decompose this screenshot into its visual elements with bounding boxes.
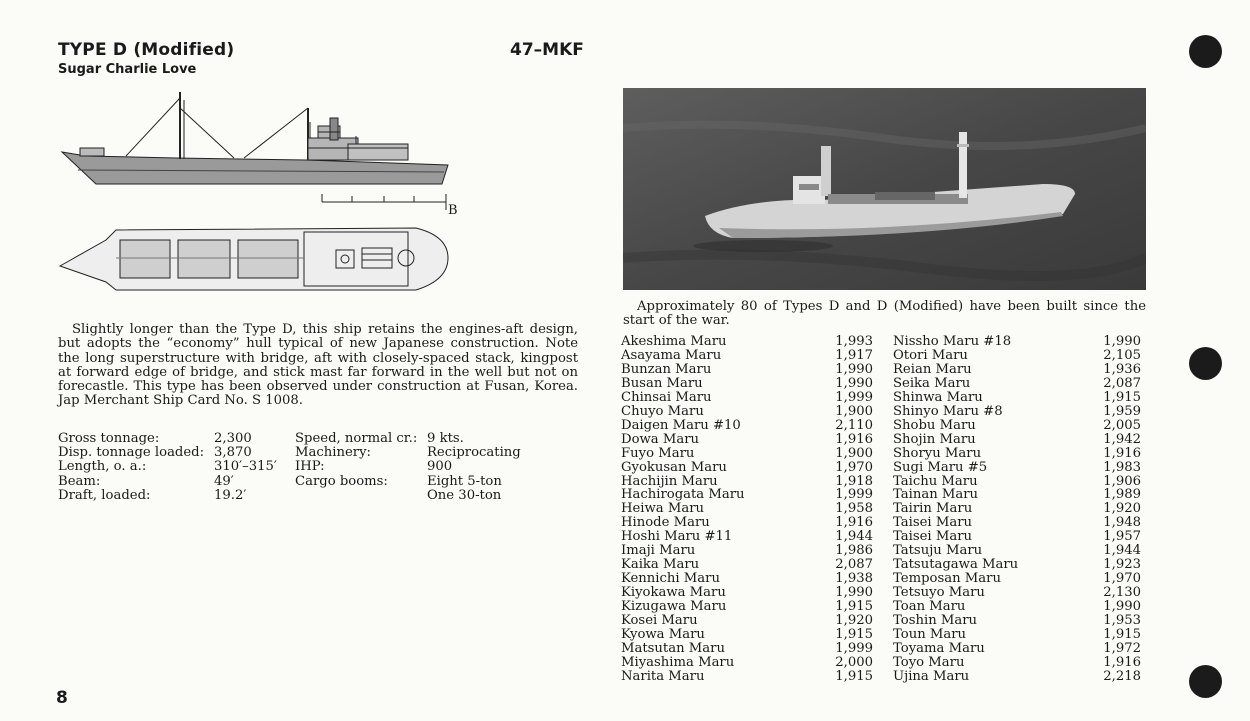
spec-value: Eight 5-ton	[427, 473, 502, 489]
ship-name: Shinyo Maru #8	[893, 403, 1003, 419]
binder-hole	[1189, 665, 1222, 698]
description: Slightly longer than the Type D, this ship retains the engines-aft design, but adopts the “economy” hull typical of new Japanese construction. Note the long superstructure with bridge, aft with closely-spaced stack, kingpost at forward edge of bridge, and stick mast far forward in the well but not on forecastle. This type has been observed under construction at Fusan, Korea. Jap Merchant Ship Card No. S 1008.	[58, 322, 578, 409]
ship-tons-col1	[820, 335, 873, 684]
ship-tonnage: 1,953	[1103, 613, 1141, 629]
ship-name: Hinode Maru	[621, 515, 710, 531]
ship-tonnage: 1,906	[1103, 473, 1141, 489]
ship-name: Tetsuyo Maru	[893, 585, 985, 601]
ship-name: Taisei Maru	[893, 529, 972, 545]
spec-value: 49′	[214, 473, 234, 489]
ship-name: Kiyokawa Maru	[621, 585, 726, 601]
ship-name: Ujina Maru	[893, 668, 970, 684]
spec-label: Cargo booms:	[295, 473, 388, 489]
ship-tonnage: 1,938	[835, 571, 873, 587]
ship-tonnage: 1,990	[835, 585, 873, 601]
ship-name: Miyashima Maru	[621, 654, 735, 670]
ship-tonnage: 1,990	[835, 361, 873, 377]
ship-photo	[623, 88, 1146, 290]
ship-name: Imaji Maru	[621, 543, 696, 559]
scale-label: B	[448, 203, 458, 218]
ship-name: Tairin Maru	[893, 501, 973, 517]
ship-tonnage: 1,944	[835, 529, 873, 545]
ship-name: Tatsutagawa Maru	[893, 557, 1019, 573]
ship-name: Temposan Maru	[893, 571, 1001, 587]
spec-labels-left	[58, 432, 204, 503]
ship-name: Narita Maru	[621, 668, 705, 684]
spec-label: IHP:	[295, 459, 325, 475]
ship-name: Heiwa Maru	[621, 501, 705, 517]
spec-value: 19.2′	[214, 487, 247, 503]
ship-tons-col2	[1088, 335, 1141, 684]
ship-name: Toun Maru	[893, 627, 967, 643]
ship-tonnage: 1,999	[835, 640, 873, 656]
spec-values-right	[427, 432, 521, 503]
spec-label: Speed, normal cr.:	[295, 431, 418, 446]
ship-tonnage: 1,959	[1103, 403, 1141, 419]
ship-names-col2	[893, 335, 1018, 684]
ship-name: Chuyo Maru	[621, 403, 704, 419]
ship-tonnage: 2,000	[835, 654, 873, 670]
ship-name: Taichu Maru	[893, 473, 978, 489]
spec-value: 9 kts.	[427, 431, 464, 446]
ship-name: Shinwa Maru	[893, 389, 983, 405]
ship-tonnage: 1,915	[835, 668, 873, 684]
ship-tonnage: 1,999	[835, 487, 873, 503]
plan-view	[60, 228, 448, 290]
ship-name: Tainan Maru	[893, 487, 979, 503]
ship-names-col1	[621, 335, 745, 684]
page-title: TYPE D (Modified)	[58, 40, 235, 60]
ship-tonnage: 1,920	[835, 613, 873, 629]
ship-name: Busan Maru	[621, 375, 703, 391]
ship-name: Kizugawa Maru	[621, 599, 727, 615]
ship-tonnage: 1,915	[835, 627, 873, 643]
ship-name: Sugi Maru #5	[893, 459, 988, 475]
ship-tonnage: 1,990	[1103, 334, 1141, 349]
ship-tonnage: 1,942	[1103, 431, 1141, 447]
ship-name: Hachirogata Maru	[621, 487, 745, 503]
ship-name: Hachijin Maru	[621, 473, 718, 489]
ship-name: Shoryu Maru	[893, 445, 982, 461]
ship-drawing	[56, 86, 456, 296]
ship-tonnage: 2,087	[835, 557, 873, 573]
ship-name: Kaika Maru	[621, 557, 700, 573]
ship-name: Matsutan Maru	[621, 640, 725, 656]
ship-name: Toan Maru	[893, 599, 966, 615]
ship-tonnage: 1,900	[835, 403, 873, 419]
ship-name: Reian Maru	[893, 361, 972, 377]
ship-tonnage: 1,972	[1103, 640, 1141, 656]
spec-value: Reciprocating	[427, 445, 521, 461]
spec-label: Disp. tonnage loaded:	[58, 445, 205, 461]
ship-tonnage: 1,923	[1103, 557, 1141, 573]
ship-tonnage: 2,130	[1103, 585, 1141, 601]
ship-name: Toyo Maru	[893, 654, 965, 670]
ship-tonnage: 1,917	[835, 347, 873, 363]
ship-tonnage: 2,110	[835, 417, 873, 433]
ship-name: Bunzan Maru	[621, 361, 712, 377]
ship-name: Akeshima Maru	[621, 334, 727, 349]
ship-tonnage: 1,993	[835, 334, 873, 349]
ship-tonnage: 1,957	[1103, 529, 1141, 545]
ship-name: Toyama Maru	[893, 640, 985, 656]
ship-name: Hoshi Maru #11	[621, 529, 733, 545]
spec-values-left	[214, 432, 277, 503]
ship-name: Kyowa Maru	[621, 627, 705, 643]
ship-tonnage: 1,986	[835, 543, 873, 559]
ship-tonnage: 2,087	[1103, 375, 1141, 391]
ship-tonnage: 1,916	[835, 515, 873, 531]
ship-name: Kosei Maru	[621, 613, 698, 629]
ship-tonnage: 1,990	[1103, 599, 1141, 615]
ship-tonnage: 1,916	[1103, 445, 1141, 461]
spec-label: Draft, loaded:	[58, 487, 151, 503]
ship-tonnage: 1,983	[1103, 459, 1141, 475]
ship-tonnage: 2,218	[1103, 668, 1141, 684]
ship-tonnage: 1,920	[1103, 501, 1141, 517]
scale-bar	[322, 194, 446, 210]
binder-hole	[1189, 347, 1222, 380]
ship-tonnage: 1,915	[1103, 389, 1141, 405]
ship-tonnage: 1,915	[1103, 627, 1141, 643]
spec-label: Gross tonnage:	[58, 431, 160, 446]
ship-name: Seika Maru	[893, 375, 971, 391]
ship-tonnage: 1,944	[1103, 543, 1141, 559]
spec-value: 900	[427, 459, 453, 475]
spec-label: Length, o. a.:	[58, 459, 147, 475]
profile-view	[62, 92, 448, 184]
ship-tonnage: 1,970	[835, 459, 873, 475]
ship-tonnage: 1,916	[835, 431, 873, 447]
ship-tonnage: 1,936	[1103, 361, 1141, 377]
spec-value: One 30-ton	[427, 487, 502, 503]
ship-name: Shobu Maru	[893, 417, 976, 433]
page-number: 8	[56, 688, 68, 708]
ship-tonnage: 1,999	[835, 389, 873, 405]
spec-value: 2,300	[214, 431, 252, 446]
ship-tonnage: 1,916	[1103, 654, 1141, 670]
photo-caption: Approximately 80 of Types D and D (Modified) have been built since the start of the war.	[623, 299, 1146, 328]
spec-label: Machinery:	[295, 445, 371, 461]
binder-hole	[1189, 35, 1222, 68]
ship-name: Otori Maru	[893, 347, 968, 363]
spec-value: 3,870	[214, 445, 252, 461]
ship-tonnage: 2,005	[1103, 417, 1141, 433]
ship-tonnage: 2,105	[1103, 347, 1141, 363]
ship-name: Nissho Maru #18	[893, 334, 1012, 349]
ship-tonnage: 1,900	[835, 445, 873, 461]
ship-tonnage: 1,958	[835, 501, 873, 517]
ship-name: Daigen Maru #10	[621, 417, 741, 433]
ship-name: Taisei Maru	[893, 515, 972, 531]
ship-name: Asayama Maru	[621, 347, 722, 363]
spec-labels-right	[295, 432, 417, 489]
ship-tonnage: 1,915	[835, 599, 873, 615]
ship-tonnage: 1,948	[1103, 515, 1141, 531]
ship-name: Chinsai Maru	[621, 389, 712, 405]
ship-code: 47–MKF	[510, 40, 584, 60]
ship-name: Tatsuju Maru	[893, 543, 983, 559]
ship-name: Kennichi Maru	[621, 571, 720, 587]
ship-name: Toshin Maru	[893, 613, 978, 629]
ship-tonnage: 1,990	[835, 375, 873, 391]
ship-tonnage: 1,918	[835, 473, 873, 489]
spec-value: 310′–315′	[214, 459, 277, 475]
ship-name: Shojin Maru	[893, 431, 976, 447]
ship-name: Fuyo Maru	[621, 445, 695, 461]
ship-name: Dowa Maru	[621, 431, 700, 447]
ship-name: Gyokusan Maru	[621, 459, 727, 475]
page-subtitle: Sugar Charlie Love	[58, 62, 197, 77]
spec-label: Beam:	[58, 473, 101, 489]
ship-tonnage: 1,989	[1103, 487, 1141, 503]
ship-tonnage: 1,970	[1103, 571, 1141, 587]
